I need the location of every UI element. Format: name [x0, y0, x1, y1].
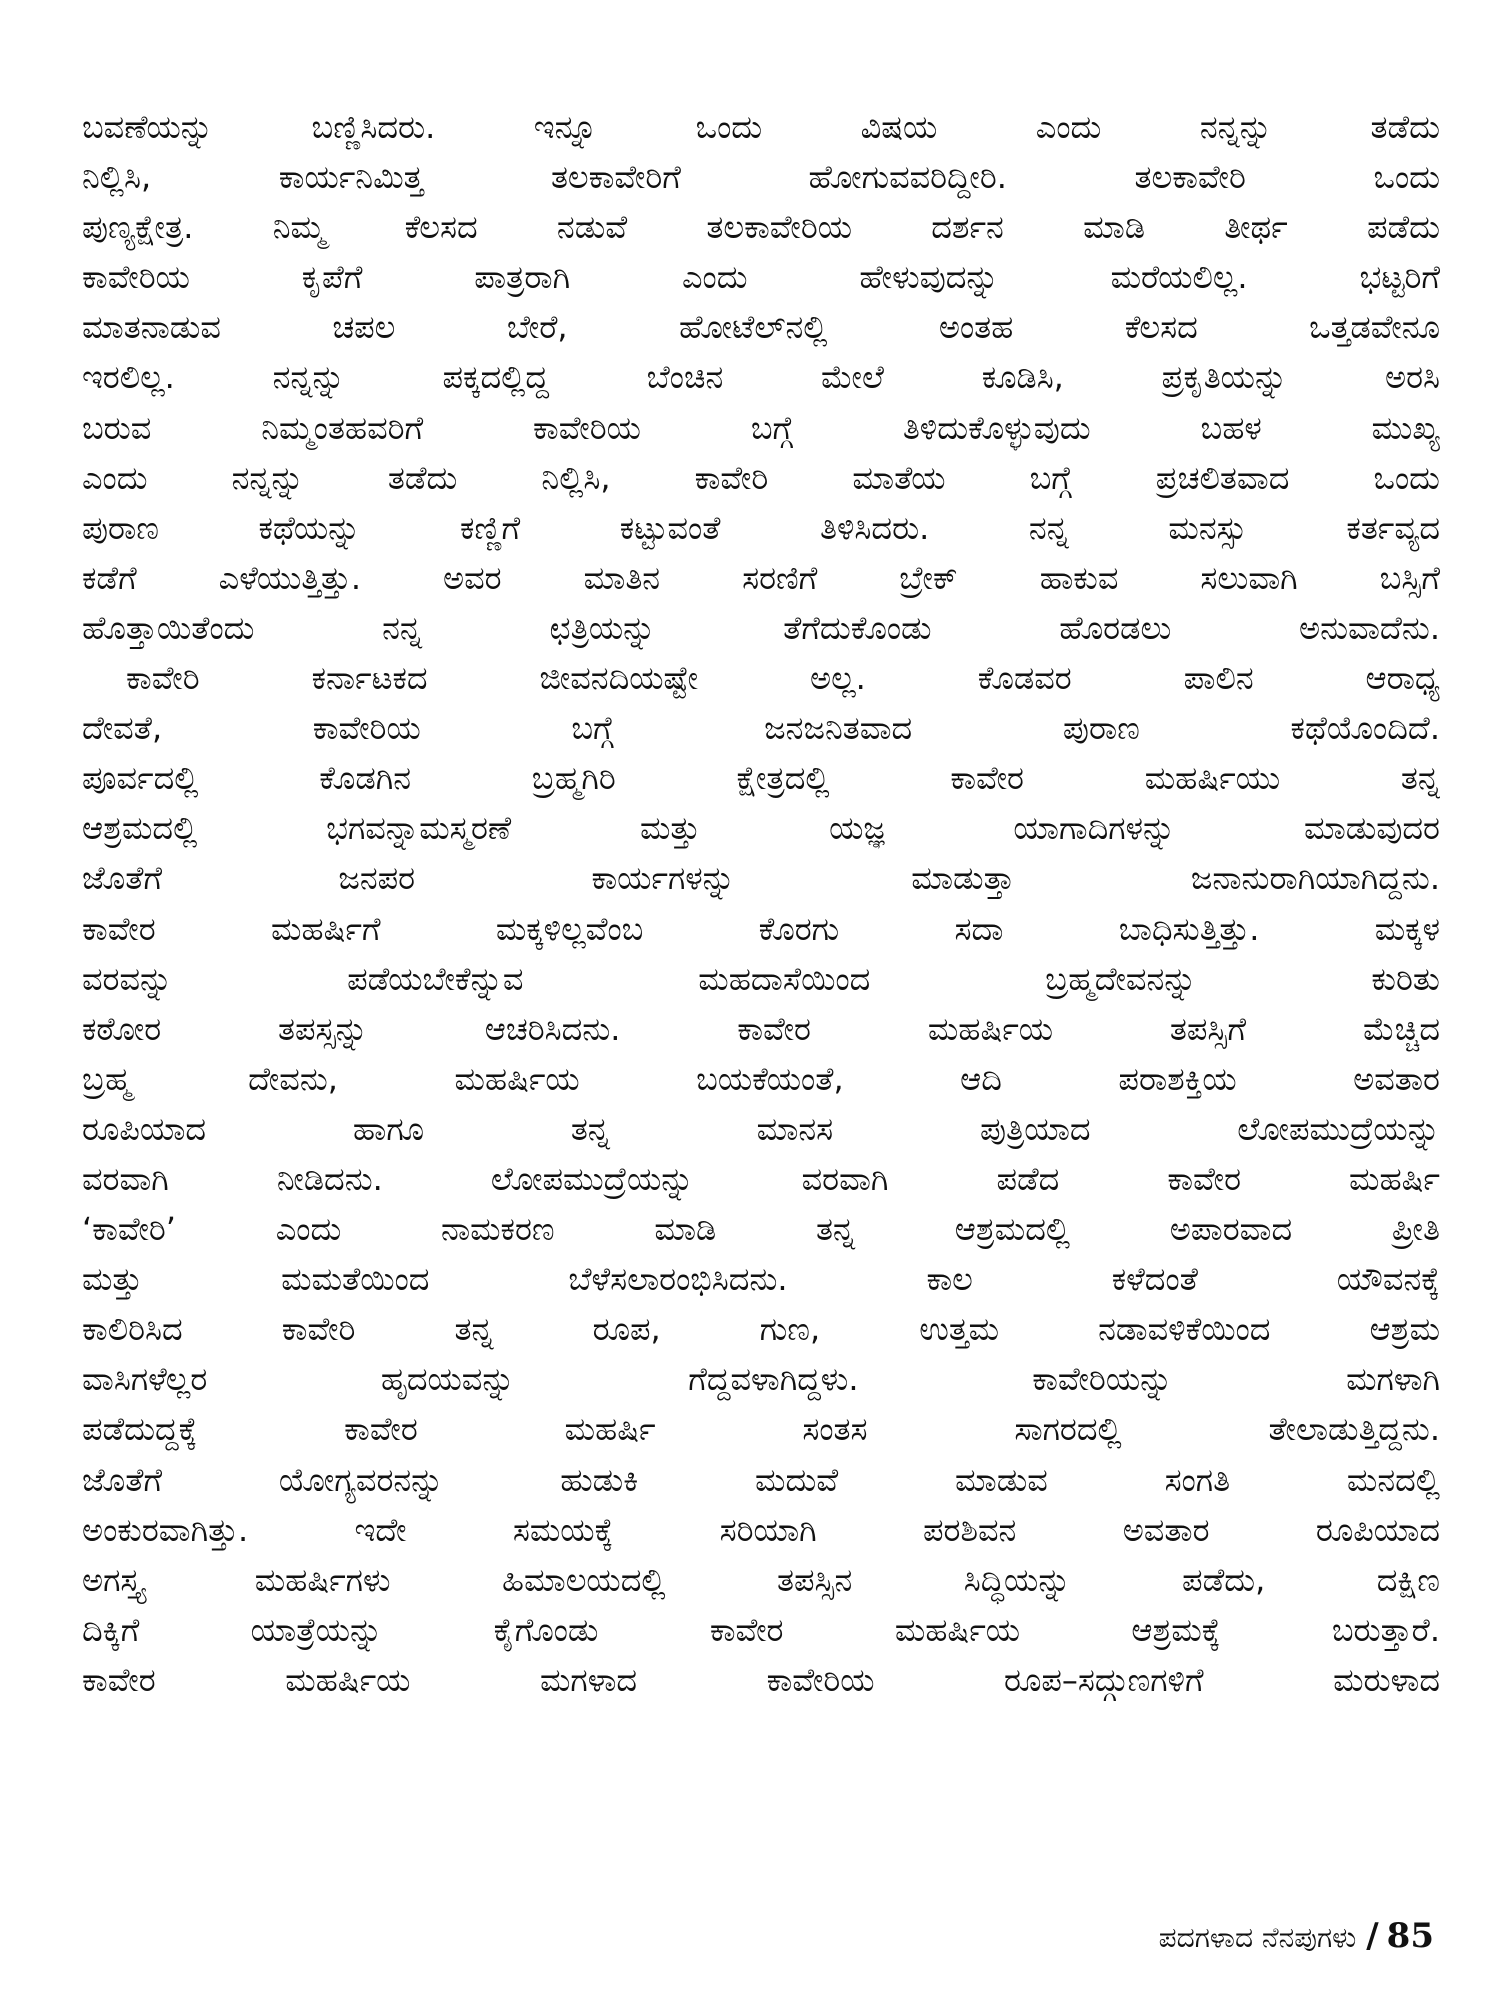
text-line: ದೇವತೆ, ಕಾವೇರಿಯ ಬಗ್ಗೆ ಜನಜನಿತವಾದ ಪುರಾಣ ಕಥೆಯೊಂದಿದೆ.	[82, 709, 1440, 748]
text-line: ಜೊತೆಗೆ ಯೋಗ್ಯವರನನ್ನು ಹುಡುಕಿ ಮದುವೆ ಮಾಡುವ ಸಂಗತಿ ಮನದಲ್ಲಿ	[82, 1460, 1440, 1499]
text-line: ಬರುವ ನಿಮ್ಮಂತಹವರಿಗೆ ಕಾವೇರಿಯ ಬಗ್ಗೆ ತಿಳಿದುಕೊಳ್ಳುವುದು ಬಹಳ ಮುಖ್ಯ	[82, 408, 1440, 447]
text-line: ಕಡೆಗೆ ಎಳೆಯುತ್ತಿತ್ತು. ಅವರ ಮಾತಿನ ಸರಣಿಗೆ ಬ್ರೇಕ್ ಹಾಕುವ ಸಲುವಾಗಿ ಬಸ್ಸಿಗೆ	[82, 558, 1440, 597]
text-line: ಬವಣೆಯನ್ನು ಬಣ್ಣಿಸಿದರು. ಇನ್ನೂ ಒಂದು ವಿಷಯ ಎಂದು ನನ್ನನ್ನು ತಡೆದು	[82, 108, 1440, 146]
text-line: ಪುರಾಣ ಕಥೆಯನ್ನು ಕಣ್ಣಿಗೆ ಕಟ್ಟುವಂತೆ ತಿಳಿಸಿದರು. ನನ್ನ ಮನಸ್ಸು ಕರ್ತವ್ಯದ	[82, 508, 1440, 547]
page-number: 85	[1386, 1916, 1434, 1956]
text-line: ವರವನ್ನು ಪಡೆಯಬೇಕೆನ್ನುವ ಮಹದಾಸೆಯಿಂದ ಬ್ರಹ್ಮದೇವನನ್ನು ಕುರಿತು	[82, 959, 1440, 998]
text-line: ವರವಾಗಿ ನೀಡಿದನು. ಲೋಪಮುದ್ರೆಯನ್ನು ವರವಾಗಿ ಪಡೆದ ಕಾವೇರ ಮಹರ್ಷಿ	[82, 1159, 1440, 1198]
text-line: ಪೂರ್ವದಲ್ಲಿ ಕೊಡಗಿನ ಬ್ರಹ್ಮಗಿರಿ ಕ್ಷೇತ್ರದಲ್ಲಿ ಕಾವೇರ ಮಹರ್ಷಿಯು ತನ್ನ	[82, 759, 1440, 798]
text-line: ಎಂದು ನನ್ನನ್ನು ತಡೆದು ನಿಲ್ಲಿಸಿ, ಕಾವೇರಿ ಮಾತೆಯ ಬಗ್ಗೆ ಪ್ರಚಲಿತವಾದ ಒಂದು	[82, 458, 1440, 497]
text-line: ಹೊತ್ತಾಯಿತೆಂದು ನನ್ನ ಛತ್ರಿಯನ್ನು ತೆಗೆದುಕೊಂಡು ಹೊರಡಲು ಅನುವಾದೆನು.	[82, 608, 1440, 647]
text-line: ಪಡೆದುದ್ದಕ್ಕೆ ಕಾವೇರ ಮಹರ್ಷಿ ಸಂತಸ ಸಾಗರದಲ್ಲಿ ತೇಲಾಡುತ್ತಿದ್ದನು.	[82, 1410, 1440, 1449]
text-line: ಬ್ರಹ್ಮ ದೇವನು, ಮಹರ್ಷಿಯ ಬಯಕೆಯಂತೆ, ಆದಿ ಪರಾಶಕ್ತಿಯ ಅವತಾರ	[82, 1059, 1440, 1098]
text-line: ಅಗಸ್ತ್ಯ ಮಹರ್ಷಿಗಳು ಹಿಮಾಲಯದಲ್ಲಿ ತಪಸ್ಸಿನ ಸಿದ್ಧಿಯನ್ನು ಪಡೆದು, ದಕ್ಷಿಣ	[82, 1560, 1440, 1599]
text-line: ಕಠೋರ ತಪಸ್ಸನ್ನು ಆಚರಿಸಿದನು. ಕಾವೇರ ಮಹರ್ಷಿಯ ತಪಸ್ಸಿಗೆ ಮೆಚ್ಚಿದ	[82, 1009, 1440, 1048]
text-line: ಮತ್ತು ಮಮತೆಯಿಂದ ಬೆಳೆಸಲಾರಂಭಿಸಿದನು. ಕಾಲ ಕಳೆದಂತೆ ಯೌವನಕ್ಕೆ	[82, 1260, 1440, 1299]
text-line: ರೂಪಿಯಾದ ಹಾಗೂ ತನ್ನ ಮಾನಸ ಪುತ್ರಿಯಾದ ಲೋಪಮುದ್ರೆಯನ್ನು	[82, 1109, 1440, 1148]
text-line: ಅಂಕುರವಾಗಿತ್ತು. ಇದೇ ಸಮಯಕ್ಕೆ ಸರಿಯಾಗಿ ಪರಶಿವನ ಅವತಾರ ರೂಪಿಯಾದ	[82, 1510, 1440, 1549]
text-line: ಕಾಲಿರಿಸಿದ ಕಾವೇರಿ ತನ್ನ ರೂಪ, ಗುಣ, ಉತ್ತಮ ನಡಾವಳಿಕೆಯಿಂದ ಆಶ್ರಮ	[82, 1310, 1440, 1349]
footer-separator: /	[1366, 1916, 1379, 1956]
body-text	[82, 102, 1440, 1705]
text-line: ಆಶ್ರಮದಲ್ಲಿ ಭಗವನ್ನಾಮಸ್ಮರಣೆ ಮತ್ತು ಯಜ್ಞ ಯಾಗಾದಿಗಳನ್ನು ಮಾಡುವುದರ	[82, 809, 1440, 848]
book-title: ಪದಗಳಾದ ನೆನಪುಗಳು	[1158, 1921, 1357, 1954]
text-line: ಇರಲಿಲ್ಲ. ನನ್ನನ್ನು ಪಕ್ಕದಲ್ಲಿದ್ದ ಬೆಂಚಿನ ಮೇಲೆ ಕೂಡಿಸಿ, ಪ್ರಕೃತಿಯನ್ನು ಅರಸಿ	[82, 358, 1440, 397]
text-line: ಕಾವೇರಿ ಕರ್ನಾಟಕದ ಜೀವನದಿಯಷ್ಟೇ ಅಲ್ಲ. ಕೊಡವರ ಪಾಲಿನ ಆರಾಧ್ಯ	[126, 659, 1440, 698]
text-line: ಕಾವೇರ ಮಹರ್ಷಿಯ ಮಗಳಾದ ಕಾವೇರಿಯ ರೂಪ–ಸದ್ಗುಣಗಳಿಗೆ ಮರುಳಾದ	[82, 1660, 1440, 1699]
paragraph-2	[82, 653, 1440, 1705]
text-line: ಕಾವೇರ ಮಹರ್ಷಿಗೆ ಮಕ್ಕಳಿಲ್ಲವೆಂಬ ಕೊರಗು ಸದಾ ಬಾಧಿಸುತ್ತಿತ್ತು. ಮಕ್ಕಳ	[82, 909, 1440, 948]
text-line: ಕಾವೇರಿಯ ಕೃಪೆಗೆ ಪಾತ್ರರಾಗಿ ಎಂದು ಹೇಳುವುದನ್ನು ಮರೆಯಲಿಲ್ಲ. ಭಟ್ಟರಿಗೆ	[82, 258, 1440, 297]
paragraph-1	[82, 102, 1440, 653]
text-line: ವಾಸಿಗಳೆಲ್ಲರ ಹೃದಯವನ್ನು ಗೆದ್ದವಳಾಗಿದ್ದಳು. ಕಾವೇರಿಯನ್ನು ಮಗಳಾಗಿ	[82, 1360, 1440, 1399]
text-line: ದಿಕ್ಕಿಗೆ ಯಾತ್ರೆಯನ್ನು ಕೈಗೊಂಡು ಕಾವೇರ ಮಹರ್ಷಿಯ ಆಶ್ರಮಕ್ಕೆ ಬರುತ್ತಾರೆ.	[82, 1610, 1440, 1649]
text-line: ಜೊತೆಗೆ ಜನಪರ ಕಾರ್ಯಗಳನ್ನು ಮಾಡುತ್ತಾ ಜನಾನುರಾಗಿಯಾಗಿದ್ದನು.	[82, 859, 1440, 898]
text-line: ನಿಲ್ಲಿಸಿ, ಕಾರ್ಯನಿಮಿತ್ತ ತಲಕಾವೇರಿಗೆ ಹೋಗುವವರಿದ್ದೀರಿ. ತಲಕಾವೇರಿ ಒಂದು	[82, 158, 1440, 197]
page-footer	[1159, 1914, 1434, 1958]
text-line: ‘ಕಾವೇರಿ’ ಎಂದು ನಾಮಕರಣ ಮಾಡಿ ತನ್ನ ಆಶ್ರಮದಲ್ಲಿ ಅಪಾರವಾದ ಪ್ರೀತಿ	[82, 1210, 1440, 1249]
text-line: ಮಾತನಾಡುವ ಚಪಲ ಬೇರೆ, ಹೋಟೆಲ್‌ನಲ್ಲಿ ಅಂತಹ ಕೆಲಸದ ಒತ್ತಡವೇನೂ	[82, 308, 1440, 347]
text-line: ಪುಣ್ಯಕ್ಷೇತ್ರ. ನಿಮ್ಮ ಕೆಲಸದ ನಡುವೆ ತಲಕಾವೇರಿಯ ದರ್ಶನ ಮಾಡಿ ತೀರ್ಥ ಪಡೆದು	[82, 208, 1440, 247]
